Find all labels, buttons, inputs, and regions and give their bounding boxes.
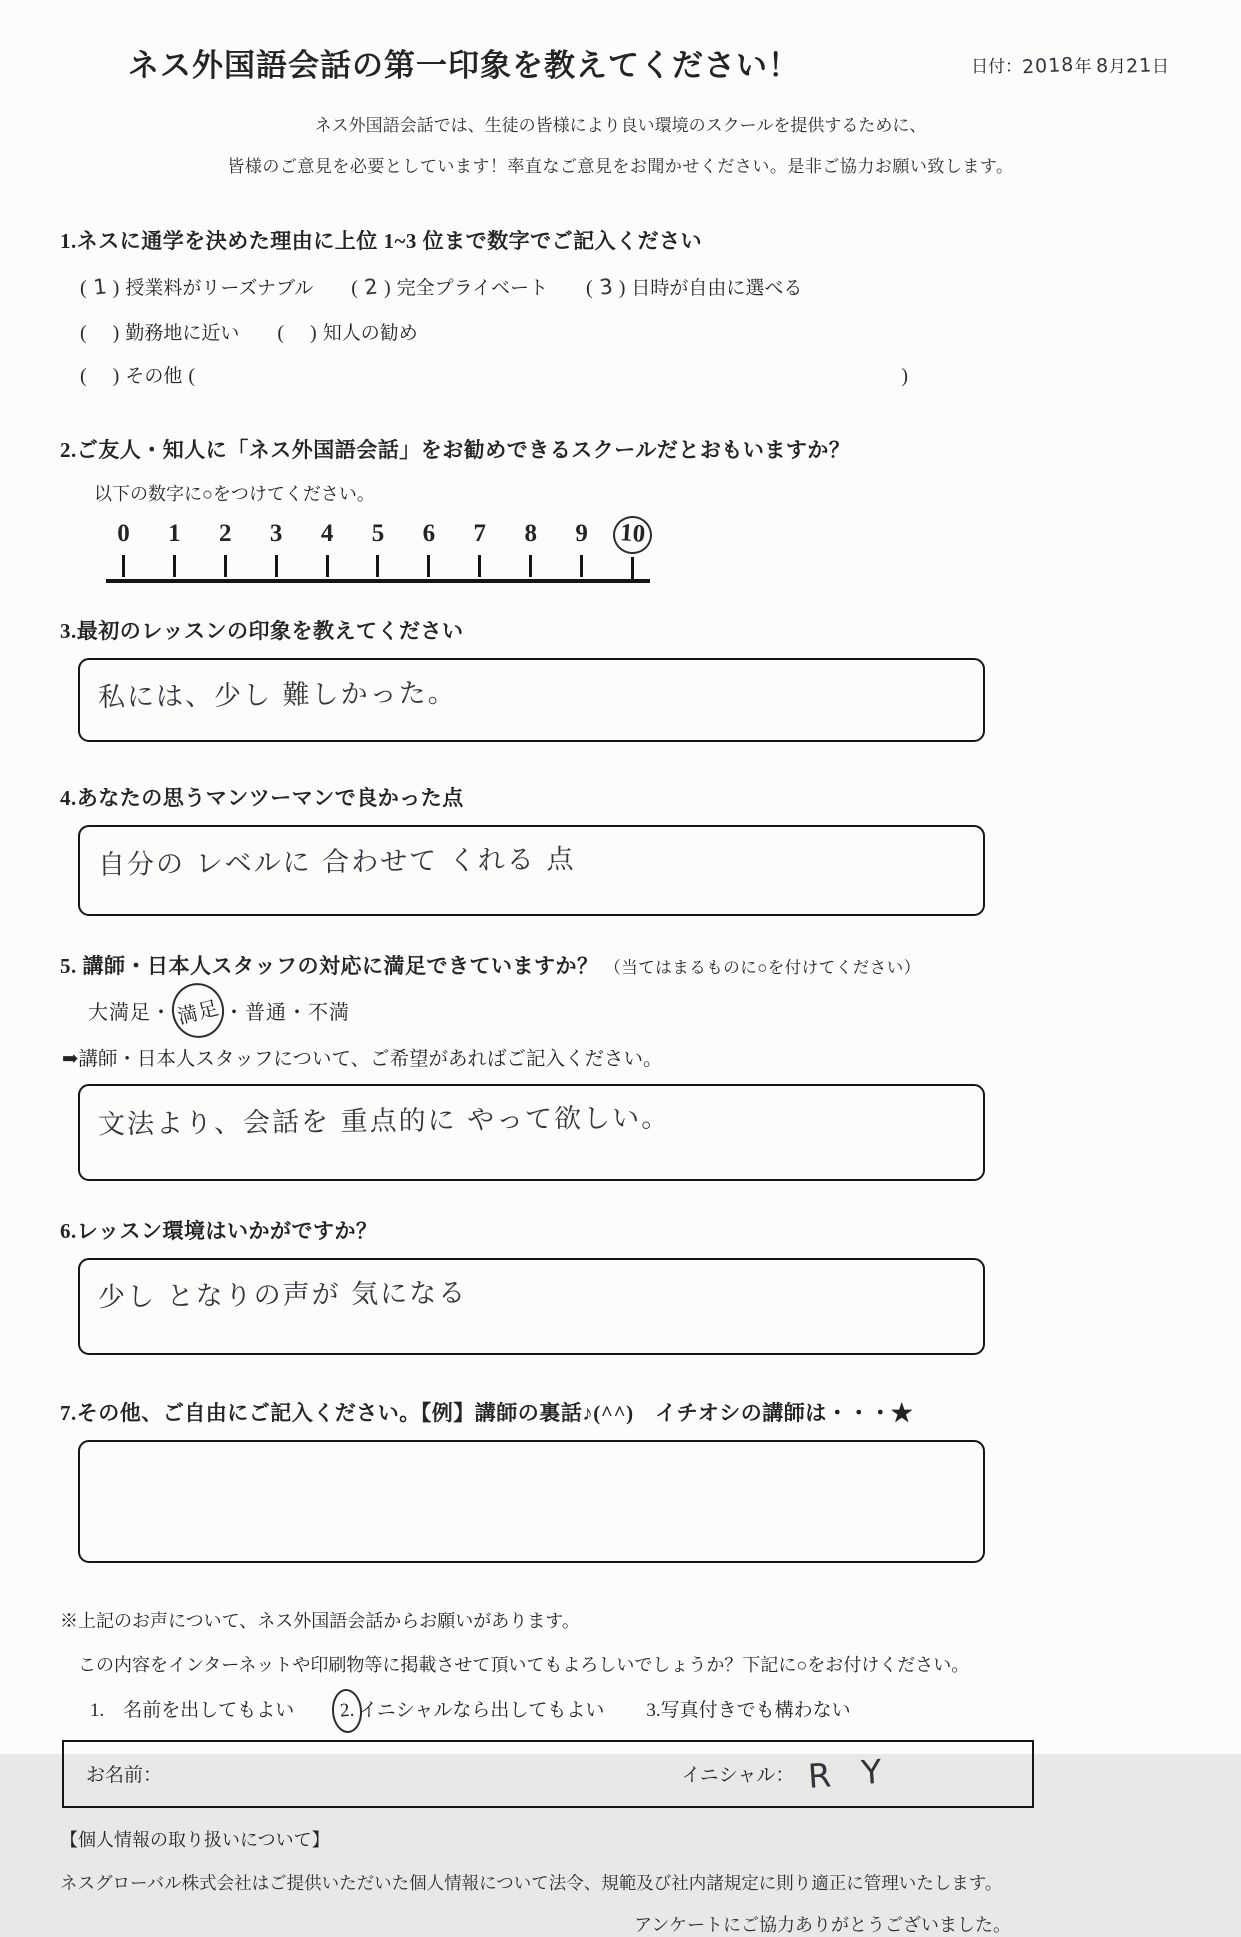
- date-year-handwritten: 2018: [1021, 53, 1076, 79]
- q5-satisfaction-choices: [88, 994, 1181, 1027]
- publish-option-name-ok: 1. 名前を出してもよい: [90, 1699, 295, 1721]
- privacy-text: ネスグローバル株式会社はご提供いただいた個人情報について法令、規範及び社内諸規定に則り適正に管理いたします。: [60, 1872, 1003, 1893]
- question-1-title: 1.ネスに通学を決めた理由に上位 1~3 位まで数字でご記入ください: [60, 229, 703, 253]
- q1-option-label: 授業料がリーズナブル: [125, 278, 314, 299]
- question-4: [60, 782, 1181, 916]
- publish-note-2: この内容をインターネットや印刷物等に掲載させて頂いてもよろしいでしょうか？下記に○をお付けください。: [78, 1654, 970, 1675]
- publish-option-photo-ok: 3.写真付きでも構わない: [646, 1699, 851, 1721]
- page-title: ネス外国語会話の第一印象を教えてください！: [128, 48, 800, 83]
- handwritten-circle: 10: [612, 515, 654, 556]
- q1-options-row-2: [80, 318, 1181, 345]
- question-5-note: （当てはまるものに○を付けてください）: [604, 957, 921, 977]
- paren-close: ): [112, 277, 120, 299]
- question-6: [60, 1215, 1181, 1355]
- q5-followup-prompt: ➡講師・日本人スタッフについて、ご希望があればご記入ください。: [62, 1048, 663, 1070]
- date-label: 日付：: [971, 57, 1023, 76]
- paren-open: (: [351, 277, 358, 299]
- q1-rank-handwritten-2: 2: [363, 274, 379, 300]
- q1-option-label: その他: [125, 366, 183, 387]
- question-5: [60, 950, 1181, 1181]
- tick-mark: [427, 555, 430, 577]
- q1-option-private: [351, 273, 548, 300]
- q1-rank-handwritten-3: 3: [597, 274, 614, 300]
- question-7: [60, 1397, 1181, 1563]
- name-box: [62, 1740, 1034, 1808]
- tick-mark: [580, 555, 583, 577]
- question-2-instruction: 以下の数字に○をつけてください。: [94, 484, 375, 504]
- q1-rank-handwritten-1: 1: [91, 274, 108, 300]
- q3-answer-box: [78, 658, 985, 742]
- q1-option-label: 日時が自由に選べる: [631, 278, 803, 299]
- q1-option-label: 知人の勧め: [322, 323, 418, 344]
- date-field: [971, 34, 1169, 77]
- question-2: [60, 434, 1181, 583]
- scale-9: 9: [556, 520, 607, 579]
- name-label: お名前：: [86, 1765, 163, 1786]
- scale-1: 1: [149, 520, 200, 579]
- q6-handwritten-answer: 少し となりの声が 気になる: [97, 1277, 468, 1313]
- q1-option-tuition: [80, 273, 313, 300]
- tick-mark: [529, 555, 532, 577]
- q1-rank-blank: [93, 338, 107, 339]
- initial-group: [681, 1751, 894, 1796]
- paren-open: (: [277, 322, 285, 344]
- q1-option-schedule: [586, 273, 802, 300]
- question-5-title: 5. 講師・日本人スタッフの対応に満足できていますか？ （当てはまるものに○を付けてください）: [60, 953, 921, 978]
- q1-option-referral: [277, 318, 417, 345]
- tick-mark: [631, 557, 634, 579]
- q1-rank-blank: [290, 338, 304, 339]
- scale-6: 6: [403, 520, 454, 579]
- nps-scale-numbers: [98, 520, 658, 579]
- q1-option-other: [80, 361, 908, 388]
- paren-close: ): [112, 322, 120, 344]
- scale-8: 8: [505, 520, 556, 579]
- scale-baseline: [106, 579, 649, 583]
- publish-permission: [60, 1607, 1181, 1808]
- handwritten-circle-option-2: 2.: [331, 1687, 364, 1733]
- initial-label: イニシャル：: [681, 1765, 795, 1786]
- q1-option-label: 勤務地に近い: [125, 323, 240, 344]
- scale-4: 4: [302, 520, 353, 579]
- date-month-handwritten: 8: [1095, 54, 1110, 78]
- question-4-title: 4.あなたの思うマンツーマンで良かった点: [60, 785, 464, 810]
- intro-line-1: ネス外国語会話では、生徒の皆様により良い環境のスクールを提供するために、: [314, 116, 927, 135]
- other-field-close-paren: ): [901, 365, 908, 387]
- q5-answer-box: [78, 1084, 985, 1181]
- paren-close: ): [112, 365, 120, 387]
- question-3-title: 3.最初のレッスンの印象を教えてください: [60, 618, 464, 643]
- paren-open: (: [80, 365, 87, 387]
- tick-mark: [478, 555, 481, 577]
- q1-option-label: 完全プライベート: [396, 278, 549, 299]
- handwritten-circle-satisfied: 満足: [166, 977, 230, 1043]
- scale-3: 3: [251, 520, 302, 579]
- header: [60, 34, 1181, 85]
- paren-open: (: [586, 277, 593, 299]
- privacy-title: 【個人情報の取り扱いについて】: [60, 1829, 330, 1850]
- tick-mark: [326, 555, 329, 577]
- scale-5: 5: [353, 520, 404, 579]
- date-month-unit: 月: [1108, 57, 1126, 76]
- q5-handwritten-answer: 文法より、会話を 重点的に やって欲しい。: [97, 1102, 671, 1140]
- q1-options-row-1: [80, 273, 1181, 300]
- intro-line-2: 皆様のご意見を必要としています！率直なご意見をお聞かせください。是非ご協力お願い致します。: [227, 157, 1014, 176]
- question-7-title: 7.その他、ご自由にご記入ください。【例】講師の裏話♪(^^) イチオシの講師は・・・★: [60, 1400, 913, 1425]
- q4-handwritten-answer: 自分の レベルに 合わせて くれる 点: [97, 843, 576, 881]
- date-day-handwritten: 21: [1125, 54, 1153, 78]
- q4-answer-box: [78, 825, 985, 916]
- other-field-open-paren: (: [188, 365, 196, 387]
- scale-2: 2: [200, 520, 251, 579]
- publish-note-1: ※上記のお声について、ネス外国語会話からお願いがあります。: [60, 1610, 580, 1631]
- q1-option-workplace: [80, 318, 239, 345]
- date-year-unit: 年: [1074, 57, 1092, 76]
- date-day-unit: 日: [1152, 57, 1169, 76]
- footer: [60, 1826, 1181, 1937]
- q7-answer-box: [78, 1440, 985, 1563]
- initial-handwritten-value: R Y: [807, 1751, 894, 1796]
- tick-mark: [376, 555, 379, 577]
- tick-mark: [224, 555, 227, 577]
- question-6-title: 6.レッスン環境はいかがですか？: [60, 1218, 378, 1243]
- tick-mark: [275, 555, 278, 577]
- question-1: [60, 225, 1181, 388]
- paren-close: ): [618, 277, 626, 299]
- scale-10-circled: [607, 520, 658, 579]
- tick-mark: [122, 555, 125, 577]
- q6-answer-box: [78, 1258, 985, 1355]
- choices-prefix: 大満足・: [88, 1001, 172, 1024]
- nps-scale: [98, 520, 658, 583]
- publish-option-initials-ok-circled: 2. イニシャルなら出してもよい: [336, 1695, 604, 1724]
- paren-close: ): [383, 277, 391, 299]
- tick-mark: [173, 555, 176, 577]
- scale-0: 0: [98, 520, 149, 579]
- q3-handwritten-answer: 私には、少し 難しかった。: [97, 677, 457, 713]
- paren-open: (: [80, 277, 87, 299]
- choices-suffix: ・普通・不満: [224, 1001, 350, 1024]
- question-2-title: 2.ご友人・知人に「ネス外国語会話」をお勧めできるスクールだとおもいますか？: [60, 438, 851, 462]
- question-3: [60, 615, 1181, 742]
- thanks-message: アンケートにご協力ありがとうございました。: [634, 1914, 1011, 1935]
- paren-close: ): [310, 322, 317, 344]
- paren-open: (: [80, 322, 87, 344]
- scale-7: 7: [454, 520, 505, 579]
- publish-options: [90, 1695, 1181, 1724]
- q1-rank-blank: [93, 381, 107, 382]
